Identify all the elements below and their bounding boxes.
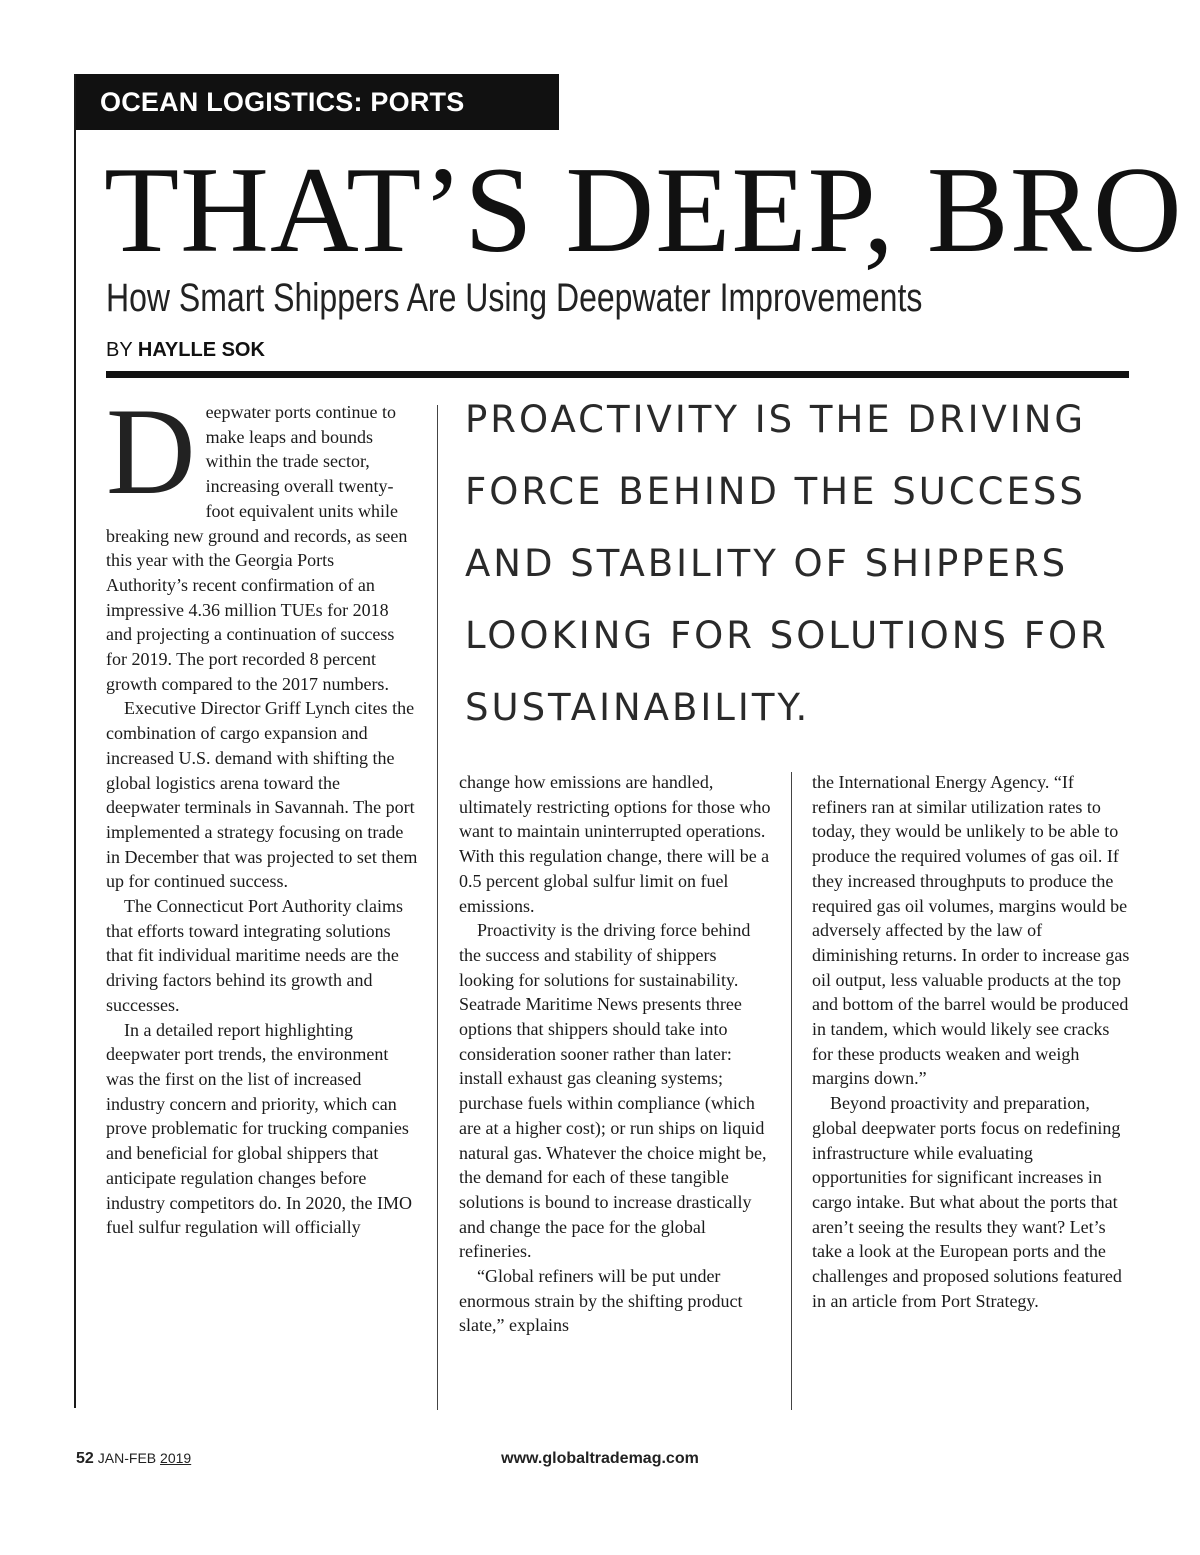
article-paragraph: The Connecticut Port Authority claims that efforts toward integrating solutions that fit individual maritime needs are the driving factors behind its growth and successes. xyxy=(106,896,403,1015)
column-divider-right xyxy=(791,772,792,1410)
left-vertical-rule xyxy=(74,74,76,1408)
article-column-3 xyxy=(812,770,1132,1313)
article-column-1 xyxy=(106,383,418,1240)
article-paragraph: the International Energy Agency. “If refiners ran at similar utilization rates to today, they would be unlikely to be able to produce the required volumes of gas oil. If they increased throughputs to produce the required gas oil volumes, margins would be adversely affected by the law of diminishing returns. In order to increase gas oil output, less valuable products at the top and bottom of the barrel would be produced in tandem, which would likely see cracks for these products weaken and weigh margins down.” xyxy=(812,772,1130,1089)
column-divider-left xyxy=(437,405,438,1410)
article-paragraph: “Global refiners will be put under enormous strain by the shifting product slate,” explains xyxy=(459,1266,743,1336)
subtitle: How Smart Shippers Are Using Deepwater Improvements xyxy=(106,276,923,320)
section-label: OCEAN LOGISTICS: PORTS xyxy=(76,74,559,130)
headline: THAT’S DEEP, BRO xyxy=(104,141,1183,278)
issue-year: 2019 xyxy=(160,1450,192,1466)
pull-quote: PROACTIVITY IS THE DRIVING FORCE BEHIND THE SUCCESS AND STABILITY OF SHIPPERS LOOKING FOR SOLUTIONS FOR SUSTAINABILITY. xyxy=(465,398,1109,729)
website-url: www.globaltrademag.com xyxy=(501,1450,699,1467)
article-column-2 xyxy=(459,770,771,1338)
byline-author: HAYLLE SOK xyxy=(137,339,265,361)
heading-divider xyxy=(106,371,1129,378)
byline xyxy=(106,337,265,363)
paragraph-text: eepwater ports continue to make leaps and bounds within the trade sector, increasing overall twenty-foot equivalent units while breaking new ground and records, as seen this year with the Georgia Ports Authority’s recent confirmation of an impressive 4.36 million TUEs for 2018 and projecting a continuation of success for 2019. The port recorded 8 percent growth compared to the 2017 numbers. xyxy=(106,402,408,694)
article-paragraph: change how emissions are handled, ultimately restricting options for those who want to maintain uninterrupted operations. With this regulation change, there will be a 0.5 percent global sulfur limit on fuel emissions. xyxy=(459,772,771,916)
page-number: 52 xyxy=(76,1450,94,1467)
article-paragraph: Proactivity is the driving force behind the success and stability of shippers looking for solutions for sustainability. Seatrade Maritime News presents three options that shippers should take into consideration sooner rather than later: install exhaust gas cleaning systems; purchase fuels within compliance (which are at a higher cost); or run ships on liquid natural gas. Whatever the choice might be, the demand for each of these tangible solutions is bound to increase drastically and change the pace for the global refineries. xyxy=(459,920,767,1262)
article-paragraph xyxy=(106,383,418,696)
issue-label: JAN-FEB xyxy=(97,1450,161,1466)
byline-prefix: BY xyxy=(106,339,138,361)
drop-cap: D xyxy=(106,383,196,520)
article-paragraph: Beyond proactivity and preparation, global deepwater ports focus on redefining infrastructure while evaluating opportunities for significant increases in cargo intake. But what about the ports that aren’t seeing the results they want? Let’s take a look at the European ports and the challenges and proposed solutions featured in an article from Port Strategy. xyxy=(812,1093,1122,1311)
article-paragraph: In a detailed report highlighting deepwater port trends, the environment was the first on the list of increased industry concern and priority, which can prove problematic for trucking companies and beneficial for global shippers that anticipate regulation changes before industry competitors do. In 2020, the IMO fuel sulfur regulation will officially xyxy=(106,1019,412,1238)
article-paragraph: Executive Director Griff Lynch cites the combination of cargo expansion and increased U.S. demand with shifting the global logistics arena toward the deepwater terminals in Savannah. The port implemented a strategy focusing on trade in December that was projected to set them up for continued success. xyxy=(106,698,418,892)
